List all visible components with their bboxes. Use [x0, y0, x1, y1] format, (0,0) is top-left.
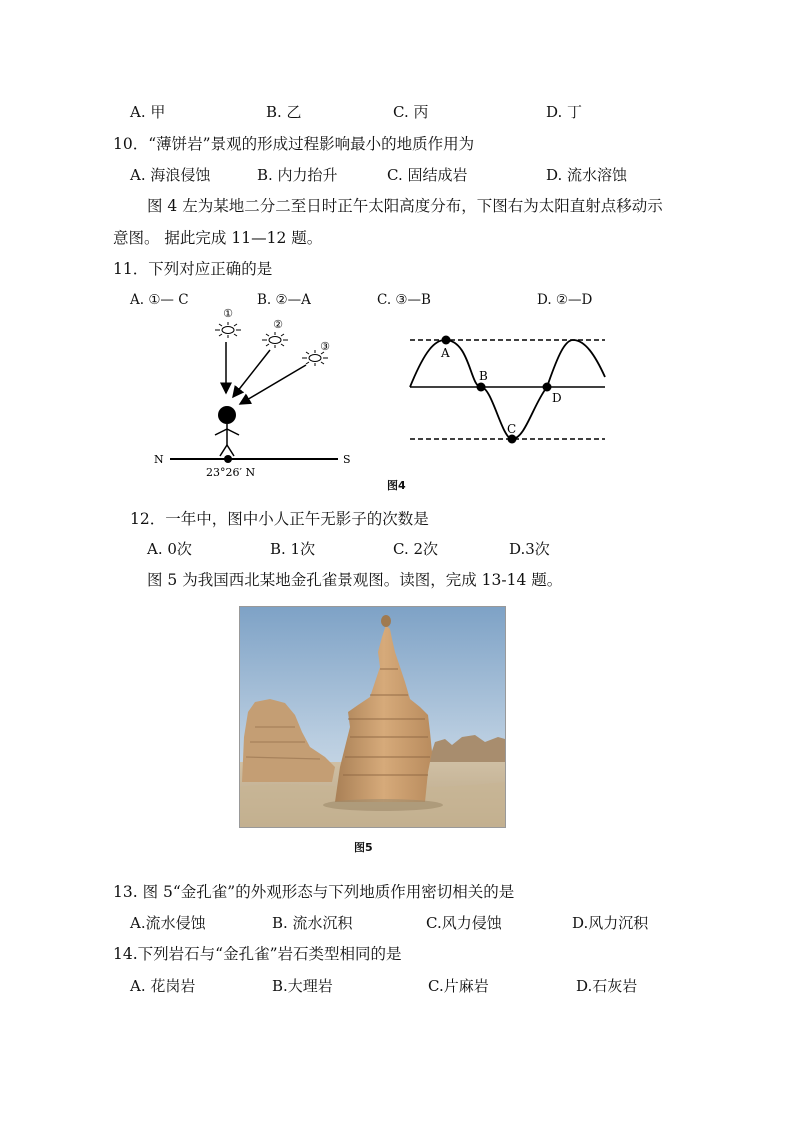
q10-option-a: A. 海浪侵蚀	[130, 166, 211, 184]
stick-figure-icon	[215, 406, 239, 456]
q14-option-c: C.片麻岩	[428, 977, 489, 995]
q14-option-b: B.大理岩	[272, 977, 333, 995]
q9-option-a: A. 甲	[130, 103, 166, 121]
ground-label-n: N	[154, 453, 164, 466]
q13-option-a: A.流水侵蚀	[130, 914, 206, 932]
q11-option-b: B. ②—A	[257, 292, 311, 308]
q9-option-c: C. 丙	[393, 103, 429, 121]
intro-13-14: 图 5 为我国西北某地金孔雀景观图。读图，完成 13-14 题。	[147, 571, 563, 589]
figure-5-photo	[239, 606, 506, 828]
q11-option-c: C. ③—B	[377, 292, 431, 308]
sun-1-icon	[215, 322, 241, 338]
q12-option-c: C. 2次	[393, 540, 439, 558]
sun-3-label: ③	[320, 340, 330, 353]
q14-option-d: D.石灰岩	[576, 977, 638, 995]
sun-1-label: ①	[223, 307, 233, 320]
label-b: B	[479, 369, 488, 383]
figure-5-caption: 图5	[354, 841, 373, 854]
point-b	[477, 383, 486, 392]
q10-option-b: B. 内力抬升	[257, 166, 338, 184]
q12-option-a: A. 0次	[147, 540, 192, 558]
ray-3-arrow	[240, 365, 306, 404]
q9-option-b: B. 乙	[266, 103, 302, 121]
q12-stem: 12．一年中，图中小人正午无影子的次数是	[130, 510, 429, 528]
q11-stem: 11．下列对应正确的是	[113, 260, 273, 278]
q10-stem: 10．“薄饼岩”景观的形成过程影响最小的地质作用为	[113, 135, 475, 153]
q13-option-d: D.风力沉积	[572, 914, 649, 932]
label-d: D	[552, 391, 562, 405]
q13-option-c: C.风力侵蚀	[426, 914, 502, 932]
q13-option-b: B. 流水沉积	[272, 914, 353, 932]
q10-option-c: C. 固结成岩	[387, 166, 468, 184]
q13-stem: 13. 图 5“金孔雀”的外观形态与下列地质作用密切相关的是	[113, 883, 515, 901]
sun-2-label: ②	[273, 318, 283, 331]
intro-11-12-line1: 图 4 左为某地二分二至日时正午太阳高度分布，下图右为太阳直射点移动示	[147, 197, 663, 215]
latitude-label: 23°26′ N	[206, 466, 256, 479]
q11-option-d: D. ②—D	[537, 292, 593, 308]
point-a	[442, 336, 451, 345]
location-dot	[224, 455, 232, 463]
q12-option-d: D.3次	[509, 540, 550, 558]
figure-4-caption: 图4	[387, 479, 406, 492]
sun-2-icon	[262, 332, 288, 348]
q9-option-d: D. 丁	[546, 103, 583, 121]
q11-option-a: A. ①— C	[130, 292, 189, 308]
intro-11-12-line2: 意图。 据此完成 11—12 题。	[113, 229, 323, 247]
q12-option-b: B. 1次	[270, 540, 316, 558]
figure-4	[140, 305, 620, 480]
label-a: A	[441, 346, 450, 360]
ground-label-s: S	[343, 453, 351, 466]
q14-stem: 14.下列岩石与“金孔雀”岩石类型相同的是	[113, 945, 402, 963]
point-d	[543, 383, 552, 392]
q14-option-a: A. 花岗岩	[130, 977, 196, 995]
golden-peacock-rock-image	[240, 607, 505, 827]
q10-option-d: D. 流水溶蚀	[546, 166, 628, 184]
label-c: C	[507, 422, 517, 436]
